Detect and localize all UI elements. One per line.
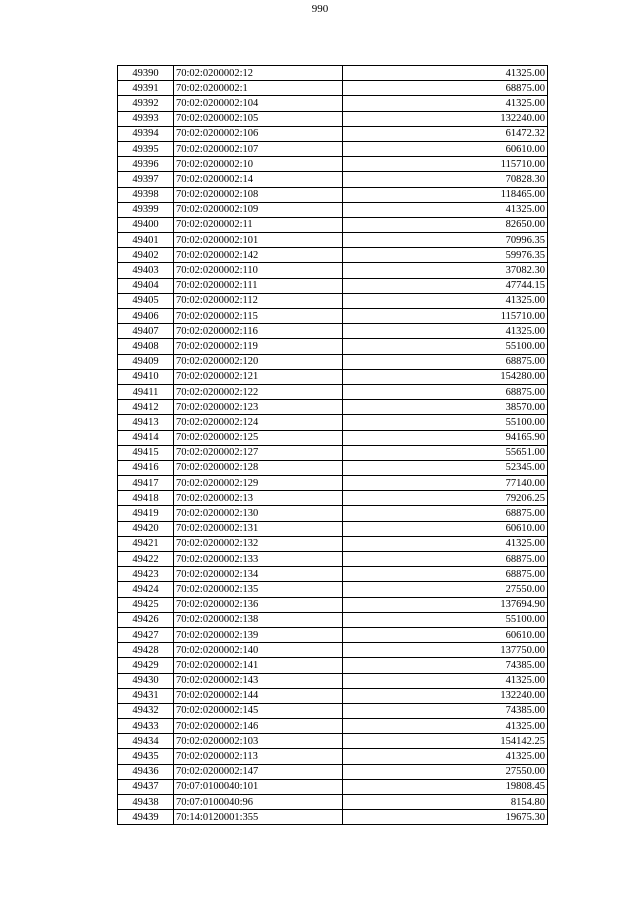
cadastral-number-cell: 70:02:0200002:119 — [174, 339, 343, 354]
value-cell: 37082.30 — [343, 263, 548, 278]
row-number-cell: 49406 — [118, 309, 174, 324]
value-cell: 70828.30 — [343, 172, 548, 187]
value-cell: 41325.00 — [343, 96, 548, 111]
table-row — [118, 126, 548, 141]
cadastral-number-cell: 70:02:0200002:124 — [174, 415, 343, 430]
row-number-cell: 49421 — [118, 536, 174, 551]
row-number-cell: 49429 — [118, 658, 174, 673]
table-row — [118, 217, 548, 232]
value-cell: 68875.00 — [343, 81, 548, 96]
table-row — [118, 476, 548, 491]
row-number-cell: 49402 — [118, 248, 174, 263]
table-row — [118, 339, 548, 354]
table-row — [118, 384, 548, 399]
row-number-cell: 49436 — [118, 764, 174, 779]
row-number-cell: 49391 — [118, 81, 174, 96]
cadastral-number-cell: 70:02:0200002:10 — [174, 157, 343, 172]
cadastral-number-cell: 70:02:0200002:107 — [174, 141, 343, 156]
cadastral-number-cell: 70:02:0200002:125 — [174, 430, 343, 445]
row-number-cell: 49419 — [118, 506, 174, 521]
table-row — [118, 521, 548, 536]
row-number-cell: 49437 — [118, 779, 174, 794]
table-row — [118, 627, 548, 642]
table-row — [118, 795, 548, 810]
value-cell: 52345.00 — [343, 460, 548, 475]
value-cell: 41325.00 — [343, 324, 548, 339]
cadastral-number-cell: 70:02:0200002:144 — [174, 688, 343, 703]
cadastral-number-cell: 70:02:0200002:103 — [174, 734, 343, 749]
value-cell: 19808.45 — [343, 779, 548, 794]
value-cell: 41325.00 — [343, 749, 548, 764]
value-cell: 60610.00 — [343, 141, 548, 156]
value-cell: 68875.00 — [343, 567, 548, 582]
cadastral-number-cell: 70:02:0200002:12 — [174, 66, 343, 81]
cadastral-number-cell: 70:02:0200002:135 — [174, 582, 343, 597]
table-row — [118, 506, 548, 521]
value-cell: 47744.15 — [343, 278, 548, 293]
table-row — [118, 612, 548, 627]
table-row — [118, 719, 548, 734]
row-number-cell: 49397 — [118, 172, 174, 187]
table-row — [118, 734, 548, 749]
value-cell: 68875.00 — [343, 506, 548, 521]
row-number-cell: 49432 — [118, 703, 174, 718]
row-number-cell: 49398 — [118, 187, 174, 202]
cadastral-number-cell: 70:07:0100040:101 — [174, 779, 343, 794]
cadastral-number-cell: 70:02:0200002:132 — [174, 536, 343, 551]
value-cell: 94165.90 — [343, 430, 548, 445]
row-number-cell: 49412 — [118, 400, 174, 415]
table-row — [118, 96, 548, 111]
cadastral-number-cell: 70:02:0200002:130 — [174, 506, 343, 521]
cadastral-number-cell: 70:02:0200002:116 — [174, 324, 343, 339]
cadastral-number-cell: 70:02:0200002:122 — [174, 384, 343, 399]
value-cell: 74385.00 — [343, 658, 548, 673]
row-number-cell: 49400 — [118, 217, 174, 232]
table-row — [118, 400, 548, 415]
value-cell: 55100.00 — [343, 415, 548, 430]
table-row — [118, 536, 548, 551]
row-number-cell: 49399 — [118, 202, 174, 217]
cadastral-number-cell: 70:02:0200002:145 — [174, 703, 343, 718]
value-cell: 61472.32 — [343, 126, 548, 141]
table-row — [118, 460, 548, 475]
cadastral-number-cell: 70:02:0200002:112 — [174, 293, 343, 308]
row-number-cell: 49394 — [118, 126, 174, 141]
table-row — [118, 764, 548, 779]
row-number-cell: 49401 — [118, 233, 174, 248]
row-number-cell: 49409 — [118, 354, 174, 369]
table-row — [118, 673, 548, 688]
value-cell: 137750.00 — [343, 643, 548, 658]
cadastral-number-cell: 70:02:0200002:138 — [174, 612, 343, 627]
table-row — [118, 810, 548, 825]
cadastral-number-cell: 70:02:0200002:129 — [174, 476, 343, 491]
cadastral-number-cell: 70:02:0200002:134 — [174, 567, 343, 582]
cadastral-number-cell: 70:02:0200002:143 — [174, 673, 343, 688]
value-cell: 55100.00 — [343, 612, 548, 627]
cadastral-number-cell: 70:02:0200002:128 — [174, 460, 343, 475]
table-row — [118, 491, 548, 506]
table-row — [118, 309, 548, 324]
table-body — [118, 66, 548, 825]
table-row — [118, 172, 548, 187]
cadastral-number-cell: 70:07:0100040:96 — [174, 795, 343, 810]
row-number-cell: 49435 — [118, 749, 174, 764]
cadastral-number-cell: 70:02:0200002:133 — [174, 552, 343, 567]
table-row — [118, 445, 548, 460]
table-row — [118, 552, 548, 567]
cadastral-number-cell: 70:02:0200002:123 — [174, 400, 343, 415]
cadastral-number-cell: 70:02:0200002:142 — [174, 248, 343, 263]
table-row — [118, 369, 548, 384]
row-number-cell: 49411 — [118, 384, 174, 399]
cadastral-number-cell: 70:02:0200002:140 — [174, 643, 343, 658]
value-cell: 118465.00 — [343, 187, 548, 202]
value-cell: 41325.00 — [343, 673, 548, 688]
value-cell: 68875.00 — [343, 552, 548, 567]
cadastral-number-cell: 70:02:0200002:106 — [174, 126, 343, 141]
row-number-cell: 49418 — [118, 491, 174, 506]
cadastral-number-cell: 70:02:0200002:110 — [174, 263, 343, 278]
value-cell: 59976.35 — [343, 248, 548, 263]
row-number-cell: 49413 — [118, 415, 174, 430]
row-number-cell: 49404 — [118, 278, 174, 293]
cadastral-number-cell: 70:02:0200002:127 — [174, 445, 343, 460]
row-number-cell: 49428 — [118, 643, 174, 658]
value-cell: 60610.00 — [343, 627, 548, 642]
table-row — [118, 66, 548, 81]
row-number-cell: 49395 — [118, 141, 174, 156]
cadastral-number-cell: 70:14:0120001:355 — [174, 810, 343, 825]
row-number-cell: 49423 — [118, 567, 174, 582]
value-cell: 41325.00 — [343, 66, 548, 81]
value-cell: 55651.00 — [343, 445, 548, 460]
row-number-cell: 49417 — [118, 476, 174, 491]
row-number-cell: 49410 — [118, 369, 174, 384]
value-cell: 79206.25 — [343, 491, 548, 506]
row-number-cell: 49425 — [118, 597, 174, 612]
row-number-cell: 49405 — [118, 293, 174, 308]
row-number-cell: 49427 — [118, 627, 174, 642]
value-cell: 41325.00 — [343, 536, 548, 551]
cadastral-number-cell: 70:02:0200002:115 — [174, 309, 343, 324]
value-cell: 137694.90 — [343, 597, 548, 612]
row-number-cell: 49396 — [118, 157, 174, 172]
table-row — [118, 567, 548, 582]
table-row — [118, 157, 548, 172]
cadastral-number-cell: 70:02:0200002:1 — [174, 81, 343, 96]
table-row — [118, 430, 548, 445]
table-row — [118, 248, 548, 263]
value-cell: 41325.00 — [343, 293, 548, 308]
row-number-cell: 49434 — [118, 734, 174, 749]
cadastral-number-cell: 70:02:0200002:13 — [174, 491, 343, 506]
value-cell: 27550.00 — [343, 764, 548, 779]
value-cell: 70996.35 — [343, 233, 548, 248]
table-row — [118, 354, 548, 369]
value-cell: 74385.00 — [343, 703, 548, 718]
value-cell: 154280.00 — [343, 369, 548, 384]
value-cell: 132240.00 — [343, 688, 548, 703]
row-number-cell: 49415 — [118, 445, 174, 460]
table-row — [118, 202, 548, 217]
value-cell: 55100.00 — [343, 339, 548, 354]
row-number-cell: 49420 — [118, 521, 174, 536]
row-number-cell: 49414 — [118, 430, 174, 445]
table-row — [118, 278, 548, 293]
row-number-cell: 49403 — [118, 263, 174, 278]
value-cell: 154142.25 — [343, 734, 548, 749]
row-number-cell: 49393 — [118, 111, 174, 126]
cadastral-number-cell: 70:02:0200002:108 — [174, 187, 343, 202]
table-row — [118, 749, 548, 764]
value-cell: 60610.00 — [343, 521, 548, 536]
cadastral-number-cell: 70:02:0200002:14 — [174, 172, 343, 187]
row-number-cell: 49392 — [118, 96, 174, 111]
table-row — [118, 293, 548, 308]
table-row — [118, 703, 548, 718]
cadastral-number-cell: 70:02:0200002:139 — [174, 627, 343, 642]
cadastral-number-cell: 70:02:0200002:131 — [174, 521, 343, 536]
value-cell: 41325.00 — [343, 202, 548, 217]
cadastral-number-cell: 70:02:0200002:105 — [174, 111, 343, 126]
cadastral-number-cell: 70:02:0200002:121 — [174, 369, 343, 384]
cadastral-number-cell: 70:02:0200002:101 — [174, 233, 343, 248]
value-cell: 115710.00 — [343, 309, 548, 324]
cadastral-number-cell: 70:02:0200002:147 — [174, 764, 343, 779]
value-cell: 27550.00 — [343, 582, 548, 597]
row-number-cell: 49407 — [118, 324, 174, 339]
row-number-cell: 49438 — [118, 795, 174, 810]
cadastral-number-cell: 70:02:0200002:109 — [174, 202, 343, 217]
row-number-cell: 49439 — [118, 810, 174, 825]
cadastral-number-cell: 70:02:0200002:104 — [174, 96, 343, 111]
value-cell: 82650.00 — [343, 217, 548, 232]
cadastral-number-cell: 70:02:0200002:120 — [174, 354, 343, 369]
table-row — [118, 582, 548, 597]
table-row — [118, 415, 548, 430]
table-row — [118, 233, 548, 248]
value-cell: 8154.80 — [343, 795, 548, 810]
table-row — [118, 141, 548, 156]
row-number-cell: 49408 — [118, 339, 174, 354]
table-row — [118, 111, 548, 126]
row-number-cell: 49424 — [118, 582, 174, 597]
table-row — [118, 187, 548, 202]
value-cell: 41325.00 — [343, 719, 548, 734]
cadastral-number-cell: 70:02:0200002:11 — [174, 217, 343, 232]
row-number-cell: 49426 — [118, 612, 174, 627]
row-number-cell: 49390 — [118, 66, 174, 81]
page-number: 990 — [311, 3, 329, 15]
row-number-cell: 49416 — [118, 460, 174, 475]
value-cell: 77140.00 — [343, 476, 548, 491]
table-row — [118, 81, 548, 96]
row-number-cell: 49433 — [118, 719, 174, 734]
cadastral-number-cell: 70:02:0200002:141 — [174, 658, 343, 673]
table-row — [118, 643, 548, 658]
value-cell: 132240.00 — [343, 111, 548, 126]
cadastral-value-table — [117, 65, 548, 825]
cadastral-number-cell: 70:02:0200002:136 — [174, 597, 343, 612]
value-cell: 68875.00 — [343, 384, 548, 399]
row-number-cell: 49422 — [118, 552, 174, 567]
table-row — [118, 324, 548, 339]
value-cell: 38570.00 — [343, 400, 548, 415]
table-row — [118, 658, 548, 673]
table-row — [118, 688, 548, 703]
value-cell: 19675.30 — [343, 810, 548, 825]
row-number-cell: 49430 — [118, 673, 174, 688]
value-cell: 115710.00 — [343, 157, 548, 172]
row-number-cell: 49431 — [118, 688, 174, 703]
table-row — [118, 779, 548, 794]
value-cell: 68875.00 — [343, 354, 548, 369]
table-row — [118, 597, 548, 612]
cadastral-number-cell: 70:02:0200002:113 — [174, 749, 343, 764]
table-row — [118, 263, 548, 278]
cadastral-number-cell: 70:02:0200002:146 — [174, 719, 343, 734]
cadastral-number-cell: 70:02:0200002:111 — [174, 278, 343, 293]
